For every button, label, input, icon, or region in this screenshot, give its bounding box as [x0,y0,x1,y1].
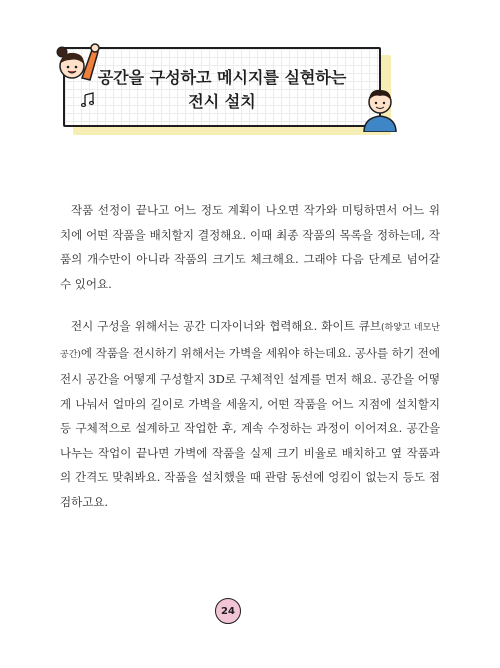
section-title-line2: 전시 설치 [188,92,256,111]
cheering-girl-icon [52,38,102,88]
paragraph-2-part-2: 에 작품을 전시하기 위해서는 가벽을 세워야 하는데요. 공사를 하기 전에 전시 공간을 어떻게 구성할지 3D로 구체적인 설계를 먼저 해요. 공간을 어떻게 나눠서 얼마의 길이로 가벽을 세울지, 어떤 작품을 어느 지점에 설치할지 등 구체적으로 설계하고 작업한 후, 계속 수정하는 과정이 이어져요. 공간을 나누는 작업이 끝나면 가벽에 작품을 실제 크기 비율로 배치하고 옆 작품과의 간격도 맞춰봐요. 작품을 설치했을 때 관람 동선에 엉킴이 없는지 등도 점검하고요. [60,345,440,509]
paragraph-2-part-1: 전시 구성을 위해서는 공간 디자이너와 협력해요. 화이트 큐브 [71,319,382,333]
section-title-line1: 공간을 구성하고 메시지를 실현하는 [97,68,347,87]
paragraph-2-note: (하얗고 네모난 공간) [60,323,440,360]
paragraph-2 [60,314,440,514]
paragraph-1: 작품 선정이 끝나고 어느 정도 계획이 나오면 작가와 미팅하면서 어느 위치에 어떤 작품을 배치할지 결정해요. 이때 최종 작품의 목록을 정하는데, 작품의 개수만이 아니라 작품의 크기도 체크해요. 그래야 다음 단계로 넘어갈 수 있어요. [60,203,440,291]
page-number: 24 [221,605,235,617]
music-note-icon [80,92,96,108]
page-number-badge [215,598,241,624]
boy-icon [360,84,400,132]
section-title [63,66,381,114]
